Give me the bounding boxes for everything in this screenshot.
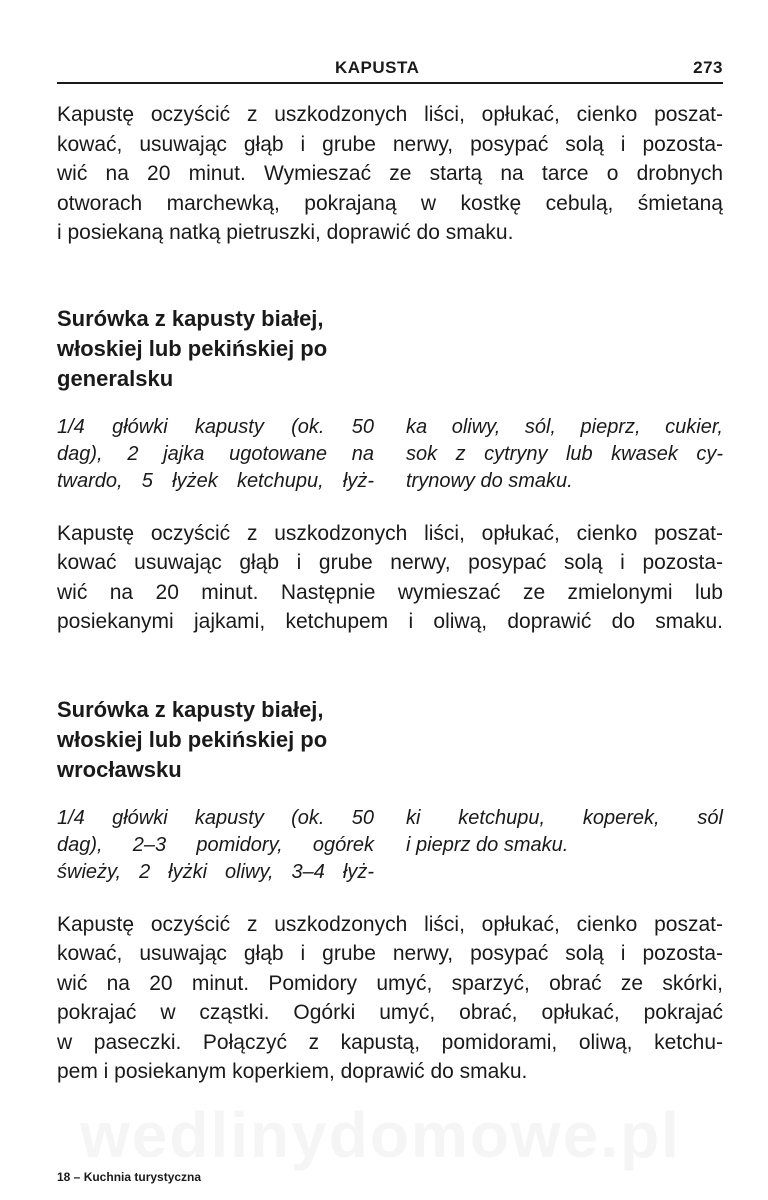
text-line: Kapustę oczyścić z uszkodzonych liści, opłukać, cienko poszat-: [57, 103, 723, 126]
ingredient-line: świeży, 2 łyżki oliwy, 3–4 łyż-: [57, 860, 374, 883]
title-line: Surówka z kapusty białej,: [57, 696, 324, 722]
title-line: generalsku: [57, 365, 174, 391]
ingredient-line: ka oliwy, sól, pieprz, cukier,: [406, 415, 723, 438]
text-line: wić na 20 minut. Następnie wymieszać ze zmielonymi lub: [57, 580, 723, 604]
text-line: Kapustę oczyścić z uszkodzonych liści, opłukać, cienko poszat-: [57, 912, 723, 936]
intro-paragraph: [57, 100, 723, 248]
title-line: włoskiej lub pekińskiej po: [57, 726, 328, 752]
text-line: wić na 20 minut. Pomidory umyć, sparzyć, obrać ze skórki,: [57, 971, 723, 995]
watermark: wedlinydomowe.pl: [80, 1099, 681, 1171]
text-line: Kapustę oczyścić z uszkodzonych liści, opłukać, cienko poszat-: [57, 521, 723, 545]
ingredient-line: sok z cytryny lub kwasek cy-: [406, 442, 723, 465]
text-line: kować usuwając głąb i grube nerwy, posypać solą i pozosta-: [57, 551, 723, 574]
ingredients-right-column: [406, 805, 723, 886]
running-title: KAPUSTA: [335, 58, 420, 77]
recipe2-method: [57, 910, 723, 1087]
ingredient-line: 1/4 główki kapusty (ok. 50: [57, 806, 374, 829]
ingredient-line: ki ketchupu, koperek, sól: [406, 806, 723, 829]
ingredient-line: dag), 2 jajka ugotowane na: [57, 442, 374, 465]
recipe1-title: [57, 304, 723, 394]
page-number: 273: [693, 58, 723, 77]
recipe1-method: [57, 519, 723, 637]
text-line: otworach marchewką, pokrajaną w kostkę cebulą, śmietaną: [57, 191, 723, 215]
text-line: kować, usuwając głąb i grube nerwy, posypać solą i pozosta-: [57, 132, 723, 156]
ingredients-left-column: [57, 414, 374, 495]
text-line: w paseczki. Połączyć z kapustą, pomidorami, oliwą, ketchu-: [57, 1030, 723, 1054]
page-header: [57, 58, 723, 84]
ingredient-line: trynowy do smaku.: [406, 469, 573, 492]
recipe2-title: [57, 695, 723, 785]
ingredients-left-column: [57, 805, 374, 886]
recipe1-ingredients: [57, 414, 723, 495]
page-footer: 18 – Kuchnia turystyczna: [57, 1170, 202, 1184]
ingredient-line: dag), 2–3 pomidory, ogórek: [57, 833, 374, 856]
ingredients-right-column: [406, 414, 723, 495]
text-line: pokrajać w cząstki. Ogórki umyć, obrać, opłukać, pokrajać: [57, 1001, 723, 1024]
ingredient-line: twardo, 5 łyżek ketchupu, łyż-: [57, 469, 374, 492]
book-page: [57, 58, 723, 1087]
ingredient-line: i pieprz do smaku.: [406, 833, 569, 856]
text-line: i posiekaną natką pietruszki, doprawić do smaku.: [57, 221, 514, 244]
title-line: wrocławsku: [57, 756, 182, 782]
title-line: Surówka z kapusty białej,: [57, 305, 324, 331]
recipe2-ingredients: [57, 805, 723, 886]
text-line: pem i posiekanym koperkiem, doprawić do smaku.: [57, 1060, 528, 1083]
text-line: wić na 20 minut. Wymieszać ze startą na tarce o drobnych: [57, 162, 723, 185]
text-line: kować, usuwając głąb i grube nerwy, posypać solą i pozosta-: [57, 942, 723, 965]
title-line: włoskiej lub pekińskiej po: [57, 335, 328, 361]
ingredient-line: 1/4 główki kapusty (ok. 50: [57, 415, 374, 438]
text-line: posiekanymi jajkami, ketchupem i oliwą, doprawić do smaku.: [57, 610, 723, 633]
